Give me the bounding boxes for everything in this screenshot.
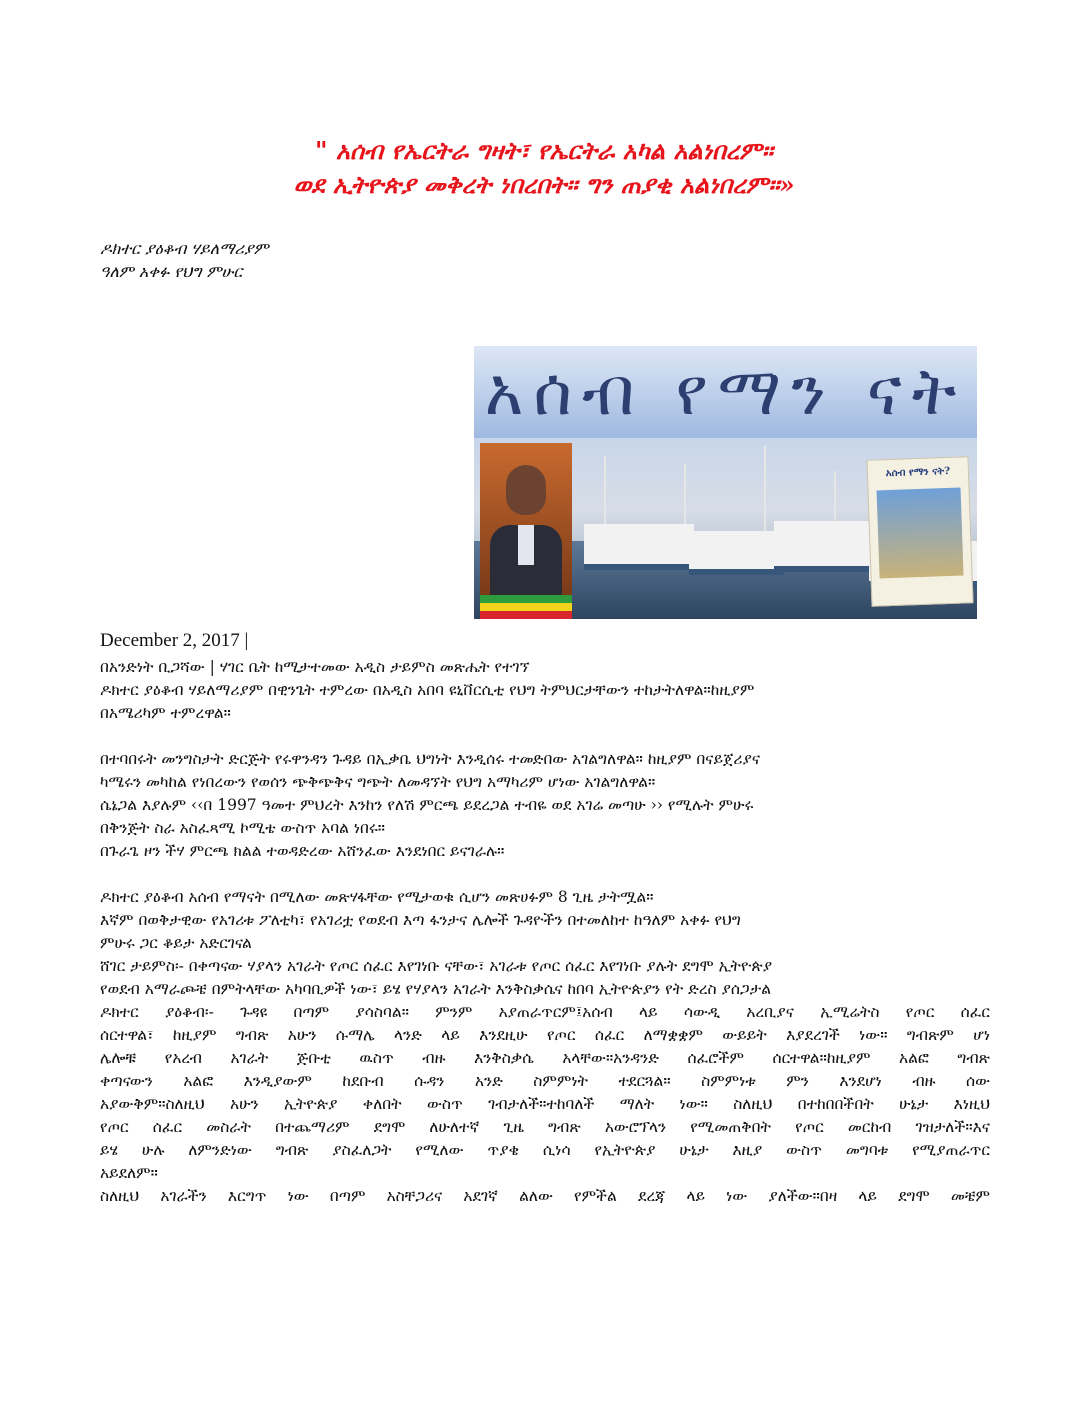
paragraph-line: ቀጣናውን አልፎ እንዲያውም ከደቡብ ሱዳን አንድ ስምምነት ተደርጓል። ስምምነቱ ምን እንደሆነ ብዙ ሰው	[100, 1072, 990, 1090]
book-title: አሰብ የማን ናት?	[885, 465, 951, 480]
paragraph-line: ምሁሩ ጋር ቆይታ አድርገናል	[100, 934, 252, 952]
author-role: ዓለም አቀፉ የህግ ምሁር	[100, 262, 243, 281]
banner-title: አሰብ የማን ናት	[484, 353, 967, 430]
paragraph-line: ስለዚህ አገራችን እርግጥ ነው በጣም አስቸጋሪና አደገኛ ልለው የምችል ደረጃ ላይ ነው ያለችው።በዛ ላይ ደግሞ መቼም	[100, 1187, 990, 1205]
paragraph-line: በጉራጌ ዞን ችሃ ምርጫ ክልል ተወዳድረው አሸንፈው እንደነበር ይናገራሉ።	[100, 842, 505, 860]
portrait-face	[506, 465, 546, 515]
paragraph-line: በቅንጅት ስራ አስፈጻሚ ኮሚቴ ውስጥ አባል ነበሩ።	[100, 819, 386, 837]
paragraph-line: አይደለም።	[100, 1164, 158, 1182]
ethiopian-flag	[480, 595, 572, 619]
banner-image	[474, 346, 977, 619]
paragraph-line: ሴኔጋል እያሉም ‹‹በ 1997 ዓመተ ምህረት እንከን የለሽ ምርጫ ይደረጋል ተብዬ ወደ አገሬ መጣሁ ›› የሚሉት ምሁሩ	[100, 796, 754, 814]
paragraph-line: ዶክተር ያዕቆብ አሰብ የማናት በሚለው መጽሃፋቸው የሚታወቁ ሲሆን መጽሀፉም 8 ጊዜ ታትሟል።	[100, 888, 654, 906]
paragraph-line: ዶክተር ያዕቆብ፡- ጉዳዩ በጣም ያሳስባል። ምንም አያጠራጥርም፤አሰብ ላይ ሳውዲ አረቢያና ኢሚሬትስ የጦር ሰፈር	[100, 1003, 990, 1021]
paragraph-line: ይሄ ሁሉ ለምንድነው ግብጽ ያስፈለጋት የሚለው ጥያቄ ሲነሳ የኢትዮጵያ ሁኔታ እዚያ ውስጥ መግባቱ የሚያጠራጥር	[100, 1141, 990, 1159]
paragraph-line: ካሜሩን መካከል የነበረውን የወሰን ጭቅጭቅና ግጭት ለመዳኘት የህግ አማካሪም ሆነው አገልግለዋል።	[100, 773, 656, 791]
paragraph-line	[100, 725, 990, 748]
author-name: ዶክተር ያዕቆብ ሃይለማሪያም	[100, 239, 269, 258]
paragraph-line: በአሜሪካም ተምረዋል።	[100, 704, 231, 722]
paragraph-line: ሌሎቹ የአረብ አገራት ጅቡቲ ዉስጥ ብዙ እንቅስቃሴ አላቸው።አንዳንድ ሰፈሮችም ሰርተዋል።ከዚያም አልፎ ግብጽ	[100, 1049, 990, 1067]
book-cover-photo	[877, 488, 964, 579]
paragraph-line	[100, 863, 990, 886]
paragraph-line: እኛም በወቅታዊው የአገሪቱ ፖለቲካ፣ የአገሪቷ የወደብ እጣ ፋንታና ሌሎች ጉዳዮችን በተመለከተ ከዓለም አቀፉ የህግ	[100, 911, 741, 929]
article-body	[100, 656, 990, 1208]
boat	[774, 521, 884, 572]
boat	[689, 531, 784, 575]
paragraph-line: በአንድነት ቢጋሻው | ሃገር ቤት ከሚታተመው አዲስ ታይምስ መጽሔት የተገኘ	[100, 658, 530, 676]
portrait-photo	[480, 443, 572, 595]
paragraph-line: ሸገር ታይምስ፡- በቀጣናው ሃያላን አገራት የጦር ሰፈር እየገነቡ ናቸው፣ አገራቱ የጦር ሰፈር እየገነቡ ያሉት ደግሞ ኢትዮጵያ	[100, 957, 773, 975]
paragraph-line: የወደብ አማራጮቼ በምትላቸው አካባቢዎች ነው፣ ይሄ የሃያላን አገራት እንቅስቃሴና ከበባ ኢትዮጵያን የት ድረስ ያሰጋታል	[100, 980, 772, 998]
paragraph-line: አያውቅም።ስለዚህ አሁን ኢትዮጵያ ቀለበት ውስጥ ገብታለች።ተከባለች ማለት ነው። ስለዚህ በተከበበችበት ሁኔታ እነዚህ	[100, 1095, 990, 1113]
paragraph-line: በተባበሩት መንግስታት ድርጅት የሩዋንዳን ጉዳይ በኢቃቤ ህግነት እንዲሰሩ ተመድበው አገልግለዋል። ከዚያም በናይጀሪያና	[100, 750, 761, 768]
article-title-line-2: ወደ ኢትዮጵያ መቅረት ነበረበት። ግን ጠያቂ አልነበረም።»	[293, 170, 795, 199]
boat	[584, 524, 694, 570]
paragraph-line: ሰርተዋል፣ ከዚያም ግብጽ አሁን ሱማሌ ላንድ ላይ እንደዚሁ የጦር ሰፈር ለማቋቋም ውይይት እያደረገች ነው። ግብጽም ሆነ	[100, 1026, 990, 1044]
article-title-line-1: " አሰብ የኤርትራ ግዛት፣ የኤርትራ አካል አልነበረም።	[315, 136, 773, 165]
paragraph-line: ዶክተር ያዕቆብ ሃይለማሪያም በዊንጌት ተምረው በአዲስ አበባ ዩኒቨርሲቲ የህግ ትምህርታቸውን ተከታትለዋል።ከዚያም	[100, 681, 755, 699]
article-date: December 2, 2017 |	[100, 630, 249, 651]
paragraph-line: የጦር ሰፈር መስራት በተጨማሪም ደግሞ ለሁለተኛ ጊዜ ግብጽ አውሮፕላን የሚመጠቅበት የጦር መርከብ ገዝታለች።እና	[100, 1118, 990, 1136]
book-cover	[866, 456, 973, 606]
portrait-shirt	[518, 525, 534, 565]
